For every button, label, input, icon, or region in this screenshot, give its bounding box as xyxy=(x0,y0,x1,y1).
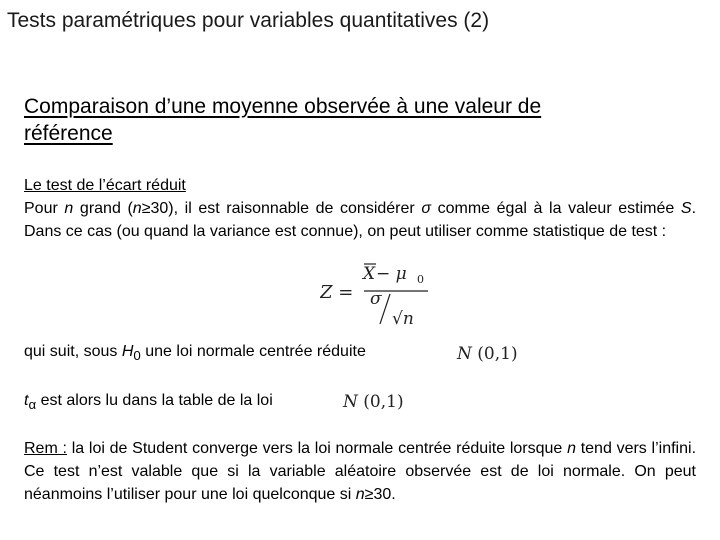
text-run: une loi normale centrée réduite xyxy=(140,343,366,360)
formula-lhs: Z = xyxy=(320,282,354,303)
text-run: est alors lu dans la table de la loi xyxy=(36,392,273,409)
text-run: ≥30. xyxy=(364,486,396,503)
law-params: (0,1) xyxy=(357,392,404,412)
law-params: (0,1) xyxy=(471,344,518,364)
paragraph-conditions xyxy=(24,197,696,243)
section-heading xyxy=(24,93,624,147)
z-statistic-formula xyxy=(320,258,432,330)
remark-paragraph xyxy=(24,437,696,506)
var-n: n xyxy=(64,200,74,217)
law-symbol: N xyxy=(457,344,472,364)
text-run: grand ( xyxy=(73,200,133,217)
var-n: n xyxy=(567,440,576,457)
test-name: Le test de l’écart réduit xyxy=(24,177,186,194)
var-n: n xyxy=(132,200,142,217)
formula-mu: − μ xyxy=(376,264,407,284)
var-n: n xyxy=(355,486,365,503)
paragraph-distribution xyxy=(24,340,696,367)
section-heading-text: Comparaison d’une moyenne observée à une valeur de référence xyxy=(24,95,542,145)
formula-mu-sub: 0 xyxy=(417,273,424,286)
normal-law-notation xyxy=(457,344,518,364)
var-t: t xyxy=(24,392,29,409)
text-run: qui suit, sous xyxy=(24,343,122,360)
text-run: comme égal à la valeur estimée xyxy=(431,200,681,217)
var-sigma: σ xyxy=(421,200,431,217)
formula-sigma: σ xyxy=(370,289,382,309)
var-H: H xyxy=(121,343,134,360)
var-S: S xyxy=(680,200,692,217)
slide-title: Tests paramétriques pour variables quantitatives (2) xyxy=(7,9,490,32)
text-run: tend vers l’infini. Ce test n’est valable que si la variable aléatoire observée est de loi normale. On peut néanmoins l’utiliser pour une loi quelconque si xyxy=(24,440,697,503)
subscript-alpha: α xyxy=(28,397,37,413)
law-symbol: N xyxy=(343,392,358,412)
text-run: la loi de Student converge vers la loi normale centrée réduite lorsque xyxy=(66,440,568,457)
normal-law-notation xyxy=(343,392,404,412)
formula-xbar: X xyxy=(363,264,376,284)
text-run: . Dans ce cas (ou quand la variance est connue), on peut utiliser comme statistique de test : xyxy=(24,200,697,240)
remark-label: Rem : xyxy=(24,440,67,457)
formula-sqrt-n: √n xyxy=(392,309,414,329)
text-run: ≥30), il est raisonnable de considérer xyxy=(141,200,422,217)
text-run: Pour xyxy=(24,200,65,217)
subscript-0: 0 xyxy=(133,348,141,364)
